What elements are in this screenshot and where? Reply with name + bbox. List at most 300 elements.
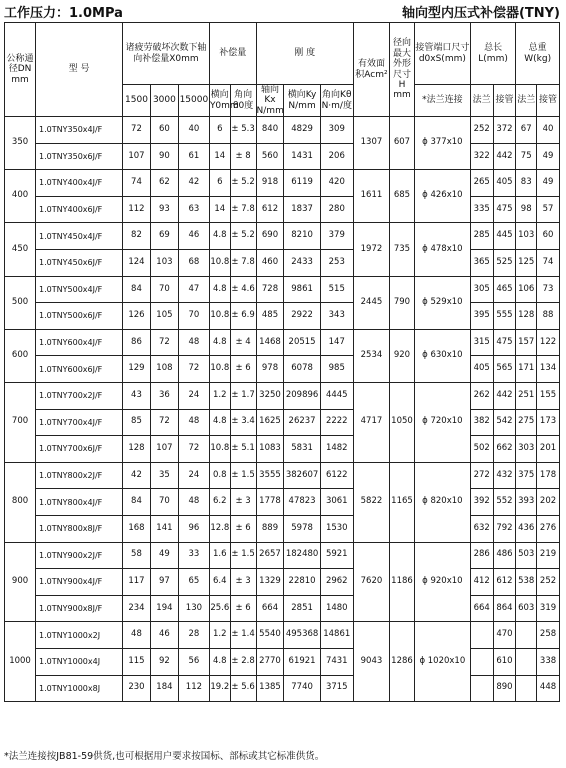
- col-length-flange: 法兰: [470, 85, 493, 117]
- area-cell: 5822: [353, 462, 389, 542]
- col-pipe-flange: *法兰连接: [414, 85, 470, 117]
- x15000-cell: 96: [178, 515, 209, 542]
- x1500-cell: 58: [123, 542, 151, 569]
- diameter-cell: 790: [390, 276, 415, 329]
- dn-cell: 500: [5, 276, 36, 329]
- table-row: [5, 303, 560, 330]
- x1500-cell: 115: [123, 648, 151, 675]
- product-title: 轴向型内压式补偿器(TNY): [401, 6, 560, 21]
- x15000-cell: 42: [178, 170, 209, 197]
- model-cell: 1.0TNY900x4J/F: [36, 569, 123, 596]
- comp-y-cell: 6.2: [209, 489, 230, 516]
- table-row: [5, 143, 560, 170]
- length-pipe-cell: 465: [493, 276, 516, 303]
- table-row: [5, 117, 560, 144]
- weight-pipe-cell: 338: [537, 648, 560, 675]
- x1500-cell: 129: [123, 356, 151, 383]
- x1500-cell: 112: [123, 196, 151, 223]
- comp-theta-cell: ± 2.8: [230, 648, 256, 675]
- length-pipe-cell: 525: [493, 250, 516, 277]
- weight-flange-cell: 125: [516, 250, 537, 277]
- model-cell: 1.0TNY600x6J/F: [36, 356, 123, 383]
- col-length-pipe: 接管: [493, 85, 516, 117]
- comp-y-cell: 10.8: [209, 356, 230, 383]
- weight-flange-cell: 103: [516, 223, 537, 250]
- length-flange-cell: 286: [470, 542, 493, 569]
- table-row: [5, 409, 560, 436]
- x1500-cell: 84: [123, 489, 151, 516]
- length-pipe-cell: 610: [493, 648, 516, 675]
- length-flange-cell: 315: [470, 329, 493, 356]
- kx-cell: 690: [256, 223, 284, 250]
- x1500-cell: 48: [123, 622, 151, 649]
- col-comp-y: 横向Y0mm: [209, 85, 230, 117]
- x3000-cell: 69: [150, 223, 178, 250]
- weight-flange-cell: 98: [516, 196, 537, 223]
- dn-cell: 600: [5, 329, 36, 382]
- area-cell: 2445: [353, 276, 389, 329]
- length-pipe-cell: 555: [493, 303, 516, 330]
- weight-flange-cell: 67: [516, 117, 537, 144]
- ktheta-cell: 206: [320, 143, 353, 170]
- table-row: [5, 542, 560, 569]
- ky-cell: 2922: [284, 303, 320, 330]
- ktheta-cell: 4445: [320, 382, 353, 409]
- kx-cell: 1625: [256, 409, 284, 436]
- model-cell: 1.0TNY1000x2J: [36, 622, 123, 649]
- kx-cell: 978: [256, 356, 284, 383]
- table-row: [5, 276, 560, 303]
- kx-cell: 1329: [256, 569, 284, 596]
- ky-cell: 382607: [284, 462, 320, 489]
- length-pipe-cell: 542: [493, 409, 516, 436]
- comp-theta-cell: ± 6.9: [230, 303, 256, 330]
- model-cell: 1.0TNY900x2J/F: [36, 542, 123, 569]
- kx-cell: 918: [256, 170, 284, 197]
- diameter-cell: 1165: [390, 462, 415, 542]
- ktheta-cell: 6122: [320, 462, 353, 489]
- table-row: [5, 329, 560, 356]
- model-cell: 1.0TNY450x6J/F: [36, 250, 123, 277]
- weight-pipe-cell: 57: [537, 196, 560, 223]
- table-row: [5, 675, 560, 702]
- length-pipe-cell: 405: [493, 170, 516, 197]
- ky-cell: 26237: [284, 409, 320, 436]
- diameter-cell: 607: [390, 117, 415, 170]
- x15000-cell: 56: [178, 648, 209, 675]
- weight-flange-cell: 503: [516, 542, 537, 569]
- kx-cell: 460: [256, 250, 284, 277]
- x3000-cell: 72: [150, 409, 178, 436]
- model-cell: 1.0TNY450x4J/F: [36, 223, 123, 250]
- weight-pipe-cell: 122: [537, 329, 560, 356]
- col-model: 型 号: [36, 23, 123, 117]
- comp-theta-cell: ± 7.8: [230, 250, 256, 277]
- comp-theta-cell: ± 5.2: [230, 223, 256, 250]
- x15000-cell: 72: [178, 356, 209, 383]
- table-row: [5, 223, 560, 250]
- table-row: [5, 648, 560, 675]
- ktheta-cell: 2222: [320, 409, 353, 436]
- x3000-cell: 90: [150, 143, 178, 170]
- weight-pipe-cell: 448: [537, 675, 560, 702]
- length-flange-cell: [470, 622, 493, 649]
- col-comp: 补偿量: [209, 23, 256, 85]
- model-cell: 1.0TNY700x6J/F: [36, 436, 123, 463]
- length-flange-cell: 632: [470, 515, 493, 542]
- length-flange-cell: 405: [470, 356, 493, 383]
- length-pipe-cell: 792: [493, 515, 516, 542]
- ky-cell: 61921: [284, 648, 320, 675]
- weight-flange-cell: 303: [516, 436, 537, 463]
- area-cell: 1972: [353, 223, 389, 276]
- length-flange-cell: 322: [470, 143, 493, 170]
- ky-cell: 4829: [284, 117, 320, 144]
- weight-pipe-cell: 73: [537, 276, 560, 303]
- x3000-cell: 93: [150, 196, 178, 223]
- dn-cell: 900: [5, 542, 36, 622]
- kx-cell: 3250: [256, 382, 284, 409]
- weight-pipe-cell: 276: [537, 515, 560, 542]
- model-cell: 1.0TNY700x4J/F: [36, 409, 123, 436]
- x3000-cell: 46: [150, 622, 178, 649]
- x3000-cell: 141: [150, 515, 178, 542]
- x3000-cell: 194: [150, 595, 178, 622]
- x1500-cell: 230: [123, 675, 151, 702]
- col-area: 有效面积Acm²: [353, 23, 389, 117]
- model-cell: 1.0TNY500x6J/F: [36, 303, 123, 330]
- length-pipe-cell: 475: [493, 196, 516, 223]
- x1500-cell: 72: [123, 117, 151, 144]
- ktheta-cell: 1480: [320, 595, 353, 622]
- length-flange-cell: 412: [470, 569, 493, 596]
- model-cell: 1.0TNY800x4J/F: [36, 489, 123, 516]
- x15000-cell: 72: [178, 436, 209, 463]
- comp-theta-cell: ± 6: [230, 356, 256, 383]
- model-cell: 1.0TNY700x2J/F: [36, 382, 123, 409]
- length-pipe-cell: 432: [493, 462, 516, 489]
- kx-cell: 889: [256, 515, 284, 542]
- comp-theta-cell: ± 6: [230, 515, 256, 542]
- col-pipe: 接管端口尺寸d0xS(mm): [414, 23, 470, 85]
- table-row: [5, 170, 560, 197]
- weight-flange-cell: 106: [516, 276, 537, 303]
- col-fatigue-3000: 3000: [150, 85, 178, 117]
- comp-y-cell: 1.2: [209, 622, 230, 649]
- weight-flange-cell: [516, 675, 537, 702]
- x1500-cell: 128: [123, 436, 151, 463]
- comp-y-cell: 6.4: [209, 569, 230, 596]
- x1500-cell: 234: [123, 595, 151, 622]
- length-flange-cell: 335: [470, 196, 493, 223]
- weight-flange-cell: 128: [516, 303, 537, 330]
- table-row: [5, 436, 560, 463]
- comp-theta-cell: ± 3: [230, 489, 256, 516]
- x3000-cell: 49: [150, 542, 178, 569]
- comp-y-cell: 14: [209, 196, 230, 223]
- model-cell: 1.0TNY350x4J/F: [36, 117, 123, 144]
- kx-cell: 1778: [256, 489, 284, 516]
- x3000-cell: 60: [150, 117, 178, 144]
- x3000-cell: 184: [150, 675, 178, 702]
- x15000-cell: 28: [178, 622, 209, 649]
- x15000-cell: 68: [178, 250, 209, 277]
- comp-theta-cell: ± 4.6: [230, 276, 256, 303]
- weight-pipe-cell: 178: [537, 462, 560, 489]
- ktheta-cell: 7431: [320, 648, 353, 675]
- pipe-size-cell: ϕ 820x10: [414, 462, 470, 542]
- weight-flange-cell: 251: [516, 382, 537, 409]
- length-flange-cell: 382: [470, 409, 493, 436]
- x3000-cell: 103: [150, 250, 178, 277]
- table-row: [5, 622, 560, 649]
- length-pipe-cell: 475: [493, 329, 516, 356]
- ktheta-cell: 5921: [320, 542, 353, 569]
- area-cell: 7620: [353, 542, 389, 622]
- weight-pipe-cell: 173: [537, 409, 560, 436]
- comp-y-cell: 10.8: [209, 250, 230, 277]
- table-row: [5, 515, 560, 542]
- length-flange-cell: 365: [470, 250, 493, 277]
- weight-pipe-cell: 74: [537, 250, 560, 277]
- comp-theta-cell: ± 1.5: [230, 542, 256, 569]
- x1500-cell: 74: [123, 170, 151, 197]
- ky-cell: 1431: [284, 143, 320, 170]
- ky-cell: 7740: [284, 675, 320, 702]
- col-weight: 总重W(kg): [516, 23, 560, 85]
- col-weight-pipe: 接管: [537, 85, 560, 117]
- length-pipe-cell: 486: [493, 542, 516, 569]
- ky-cell: 182480: [284, 542, 320, 569]
- table-row: [5, 196, 560, 223]
- x1500-cell: 42: [123, 462, 151, 489]
- dn-cell: 400: [5, 170, 36, 223]
- kx-cell: 2770: [256, 648, 284, 675]
- weight-pipe-cell: 319: [537, 595, 560, 622]
- weight-flange-cell: 538: [516, 569, 537, 596]
- weight-flange-cell: [516, 622, 537, 649]
- kx-cell: 485: [256, 303, 284, 330]
- model-cell: 1.0TNY800x8J/F: [36, 515, 123, 542]
- ky-cell: 5831: [284, 436, 320, 463]
- model-cell: 1.0TNY500x4J/F: [36, 276, 123, 303]
- length-pipe-cell: 565: [493, 356, 516, 383]
- dn-cell: 1000: [5, 622, 36, 702]
- x15000-cell: 112: [178, 675, 209, 702]
- dn-cell: 700: [5, 382, 36, 462]
- table-row: [5, 569, 560, 596]
- ky-cell: 495368: [284, 622, 320, 649]
- length-flange-cell: 395: [470, 303, 493, 330]
- comp-theta-cell: ± 4: [230, 329, 256, 356]
- x15000-cell: 47: [178, 276, 209, 303]
- area-cell: 1307: [353, 117, 389, 170]
- ktheta-cell: 280: [320, 196, 353, 223]
- spec-table: [4, 22, 560, 702]
- pipe-size-cell: ϕ 1020x10: [414, 622, 470, 702]
- length-pipe-cell: 662: [493, 436, 516, 463]
- comp-y-cell: 1.2: [209, 382, 230, 409]
- x1500-cell: 85: [123, 409, 151, 436]
- length-pipe-cell: 864: [493, 595, 516, 622]
- length-flange-cell: [470, 675, 493, 702]
- ktheta-cell: 309: [320, 117, 353, 144]
- length-flange-cell: 392: [470, 489, 493, 516]
- pipe-size-cell: ϕ 426x10: [414, 170, 470, 223]
- comp-y-cell: 19.2: [209, 675, 230, 702]
- ktheta-cell: 985: [320, 356, 353, 383]
- pipe-size-cell: ϕ 720x10: [414, 382, 470, 462]
- kx-cell: 664: [256, 595, 284, 622]
- comp-y-cell: 1.6: [209, 542, 230, 569]
- col-diameter: 径向最大外形尺寸H mm: [390, 23, 415, 117]
- model-cell: 1.0TNY1000x4J: [36, 648, 123, 675]
- model-cell: 1.0TNY400x4J/F: [36, 170, 123, 197]
- comp-theta-cell: ± 8: [230, 143, 256, 170]
- length-pipe-cell: 890: [493, 675, 516, 702]
- ky-cell: 47823: [284, 489, 320, 516]
- length-pipe-cell: 552: [493, 489, 516, 516]
- diameter-cell: 1286: [390, 622, 415, 702]
- footnote: *法兰连接按JB81-59供货,也可根据用户要求按国标、部标或其它标准供货。: [4, 751, 325, 762]
- table-row: [5, 356, 560, 383]
- x15000-cell: 24: [178, 462, 209, 489]
- ky-cell: 8210: [284, 223, 320, 250]
- area-cell: 9043: [353, 622, 389, 702]
- weight-flange-cell: 603: [516, 595, 537, 622]
- weight-pipe-cell: 49: [537, 143, 560, 170]
- length-flange-cell: 664: [470, 595, 493, 622]
- x15000-cell: 40: [178, 117, 209, 144]
- ktheta-cell: 1482: [320, 436, 353, 463]
- x15000-cell: 61: [178, 143, 209, 170]
- x15000-cell: 46: [178, 223, 209, 250]
- x1500-cell: 43: [123, 382, 151, 409]
- x3000-cell: 36: [150, 382, 178, 409]
- x3000-cell: 92: [150, 648, 178, 675]
- col-fatigue-15000: 15000: [178, 85, 209, 117]
- x15000-cell: 48: [178, 409, 209, 436]
- x3000-cell: 105: [150, 303, 178, 330]
- model-cell: 1.0TNY350x6J/F: [36, 143, 123, 170]
- length-flange-cell: 502: [470, 436, 493, 463]
- kx-cell: 612: [256, 196, 284, 223]
- length-flange-cell: [470, 648, 493, 675]
- ky-cell: 2433: [284, 250, 320, 277]
- comp-theta-cell: ± 1.5: [230, 462, 256, 489]
- x15000-cell: 48: [178, 329, 209, 356]
- model-cell: 1.0TNY800x2J/F: [36, 462, 123, 489]
- ky-cell: 209896: [284, 382, 320, 409]
- diameter-cell: 920: [390, 329, 415, 382]
- x3000-cell: 35: [150, 462, 178, 489]
- comp-y-cell: 10.8: [209, 303, 230, 330]
- x15000-cell: 48: [178, 489, 209, 516]
- col-stiffness: 刚 度: [256, 23, 353, 85]
- ktheta-cell: 515: [320, 276, 353, 303]
- comp-theta-cell: ± 3.4: [230, 409, 256, 436]
- x1500-cell: 124: [123, 250, 151, 277]
- ktheta-cell: 420: [320, 170, 353, 197]
- weight-pipe-cell: 155: [537, 382, 560, 409]
- x15000-cell: 63: [178, 196, 209, 223]
- comp-y-cell: 14: [209, 143, 230, 170]
- x1500-cell: 86: [123, 329, 151, 356]
- x1500-cell: 126: [123, 303, 151, 330]
- kx-cell: 560: [256, 143, 284, 170]
- weight-pipe-cell: 60: [537, 223, 560, 250]
- pipe-size-cell: ϕ 529x10: [414, 276, 470, 329]
- col-fatigue-1500: 1500: [123, 85, 151, 117]
- length-pipe-cell: 470: [493, 622, 516, 649]
- comp-y-cell: 4.8: [209, 276, 230, 303]
- weight-flange-cell: 83: [516, 170, 537, 197]
- col-weight-flange: 法兰: [516, 85, 537, 117]
- x1500-cell: 117: [123, 569, 151, 596]
- col-comp-theta: 角向θ0度: [230, 85, 256, 117]
- ktheta-cell: 343: [320, 303, 353, 330]
- comp-y-cell: 4.8: [209, 648, 230, 675]
- col-stiff-ktheta: 角向Kθ N·m/度: [320, 85, 353, 117]
- x1500-cell: 82: [123, 223, 151, 250]
- kx-cell: 2657: [256, 542, 284, 569]
- table-row: [5, 595, 560, 622]
- ky-cell: 6119: [284, 170, 320, 197]
- ktheta-cell: 379: [320, 223, 353, 250]
- x3000-cell: 70: [150, 489, 178, 516]
- x15000-cell: 24: [178, 382, 209, 409]
- x15000-cell: 70: [178, 303, 209, 330]
- ktheta-cell: 3061: [320, 489, 353, 516]
- diameter-cell: 735: [390, 223, 415, 276]
- ktheta-cell: 14861: [320, 622, 353, 649]
- length-flange-cell: 252: [470, 117, 493, 144]
- x3000-cell: 72: [150, 329, 178, 356]
- comp-y-cell: 12.8: [209, 515, 230, 542]
- weight-pipe-cell: 201: [537, 436, 560, 463]
- kx-cell: 3555: [256, 462, 284, 489]
- comp-theta-cell: ± 6: [230, 595, 256, 622]
- kx-cell: 5540: [256, 622, 284, 649]
- pipe-size-cell: ϕ 377x10: [414, 117, 470, 170]
- comp-y-cell: 4.8: [209, 223, 230, 250]
- length-flange-cell: 265: [470, 170, 493, 197]
- model-cell: 1.0TNY400x6J/F: [36, 196, 123, 223]
- weight-flange-cell: [516, 648, 537, 675]
- pipe-size-cell: ϕ 920x10: [414, 542, 470, 622]
- x15000-cell: 130: [178, 595, 209, 622]
- area-cell: 4717: [353, 382, 389, 462]
- x3000-cell: 97: [150, 569, 178, 596]
- weight-pipe-cell: 49: [537, 170, 560, 197]
- comp-y-cell: 6: [209, 117, 230, 144]
- dn-cell: 800: [5, 462, 36, 542]
- kx-cell: 728: [256, 276, 284, 303]
- length-pipe-cell: 442: [493, 382, 516, 409]
- diameter-cell: 1050: [390, 382, 415, 462]
- x1500-cell: 84: [123, 276, 151, 303]
- comp-theta-cell: ± 5.3: [230, 117, 256, 144]
- model-cell: 1.0TNY1000x8J: [36, 675, 123, 702]
- comp-y-cell: 4.8: [209, 329, 230, 356]
- col-stiff-ky: 横向Ky N/mm: [284, 85, 320, 117]
- col-dn: 公称通径DN mm: [5, 23, 36, 117]
- area-cell: 1611: [353, 170, 389, 223]
- weight-flange-cell: 275: [516, 409, 537, 436]
- weight-flange-cell: 171: [516, 356, 537, 383]
- pipe-size-cell: ϕ 478x10: [414, 223, 470, 276]
- area-cell: 2534: [353, 329, 389, 382]
